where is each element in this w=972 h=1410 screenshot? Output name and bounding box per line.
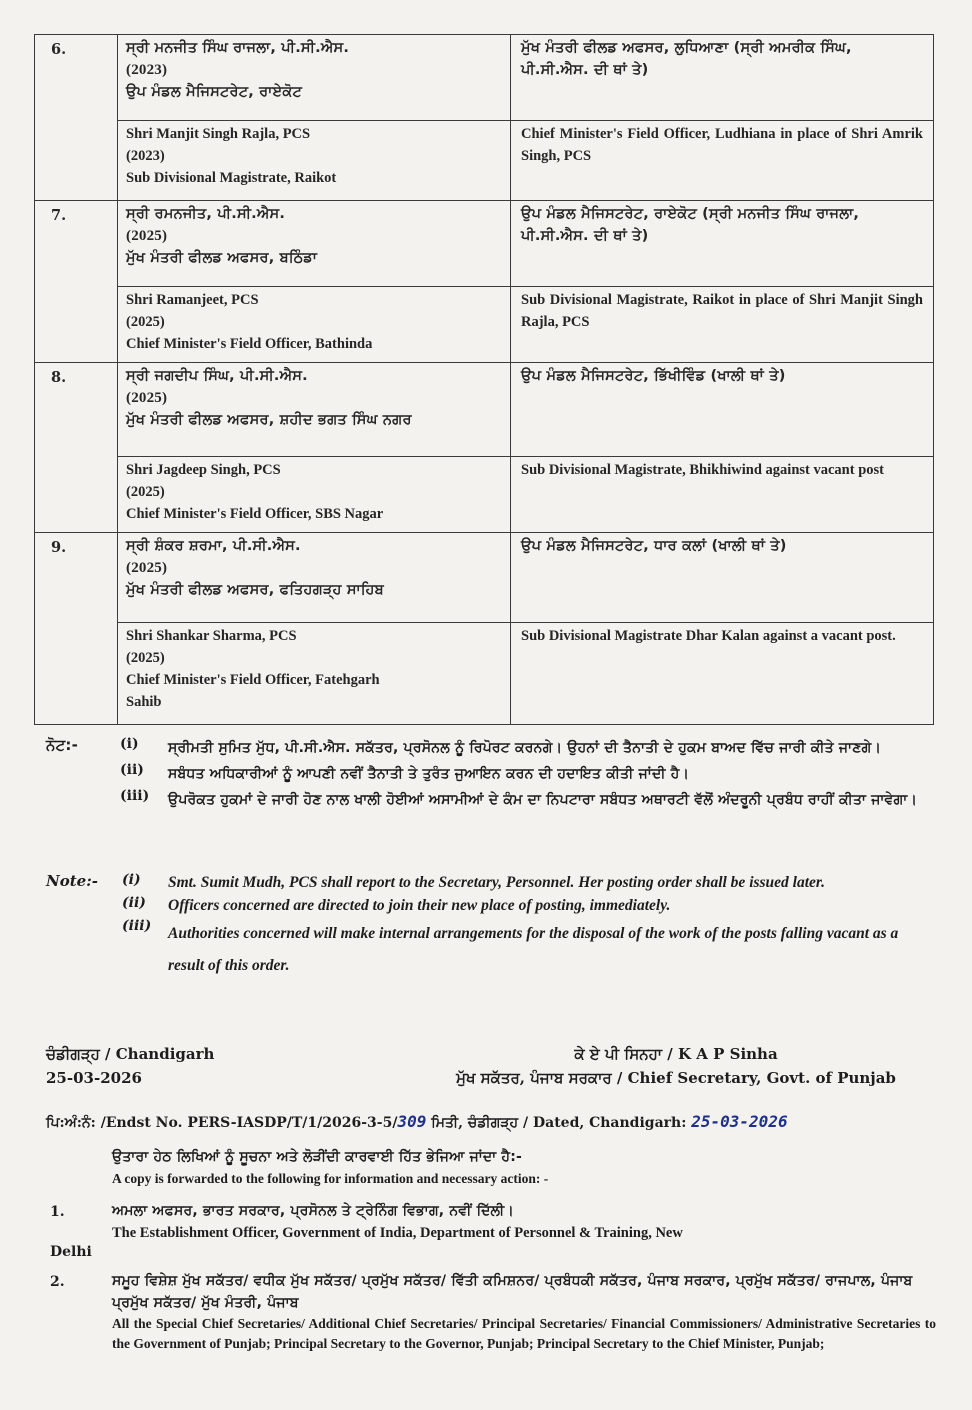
forwarding-english: A copy is forwarded to the following for information and necessary action: - — [112, 1171, 549, 1186]
note-text: Smt. Sumit Mudh, PCS shall report to the Secretary, Personnel. Her posting order shall be issued later. — [168, 874, 825, 891]
posting-english: Chief Minister's Field Officer, Ludhiana in place of Shri Amrik Singh, PCS — [511, 121, 934, 201]
list-item-punjabi: ਅਮਲਾ ਅਫਸਰ, ਭਾਰਤ ਸਰਕਾਰ, ਪ੍ਰਸੋਨਲ ਤੇ ਟ੍ਰੇਨਿੰਗ ਵਿਭਾਗ, ਨਵੀਂ ਦਿੱਲੀ। — [112, 1203, 515, 1219]
posting-english: Sub Divisional Magistrate Dhar Kalan against a vacant post. — [511, 623, 934, 725]
note-text: ਸਬੰਧਤ ਅਧਿਕਾਰੀਆਂ ਨੂੰ ਆਪਣੀ ਨਵੀਂ ਤੈਨਾਤੀ ਤੇ ਤੁਰੰਤ ਜੁਆਇਨ ਕਰਨ ਦੀ ਹਦਾਇਤ ਕੀਤੀ ਜਾਂਦੀ ਹੈ। — [168, 766, 690, 782]
notes-label: Note:- — [46, 872, 98, 890]
note-number: (ii) — [120, 762, 144, 778]
list-item-punjabi: ਸਮੂਹ ਵਿਸ਼ੇਸ਼ ਮੁੱਖ ਸਕੱਤਰ/ ਵਧੀਕ ਮੁੱਖ ਸਕੱਤਰ/ ਪ੍ਰਮੁੱਖ ਸਕੱਤਰ/ ਵਿੱਤੀ ਕਮਿਸ਼ਨਰ/ ਪ੍ਰਬੰਧਕੀ ਸਕੱਤਰ, ਪੰਜਾਬ ਸਰਕਾਰ, ਪ੍ਰਮੁੱਖ ਸਕੱਤਰ/ ਰਾਜਪਾਲ, ਪੰਜਾਬ ਪ੍ਰਮੁੱਖ ਸਕੱਤਰ/ ਮੁੱਖ ਮੰਤਰੀ, ਪੰਜਾਬ — [112, 1273, 913, 1311]
table-row — [35, 363, 934, 457]
forwarding-punjabi: ਉਤਾਰਾ ਹੇਠ ਲਿਖਿਆਂ ਨੂੰ ਸੂਚਨਾ ਅਤੇ ਲੋੜੀਂਦੀ ਕਾਰਵਾਈ ਹਿੱਤ ਭੇਜਿਆ ਜਾਂਦਾ ਹੈ:- — [112, 1149, 523, 1165]
note-number: (iii) — [122, 918, 152, 934]
table-row — [35, 457, 934, 533]
table-row — [35, 287, 934, 363]
copy-list — [46, 1200, 936, 1358]
posting-english: Sub Divisional Magistrate, Bhikhiwind against vacant post — [511, 457, 934, 533]
serial-number: 6. — [35, 35, 118, 201]
note-number: (i) — [122, 872, 141, 888]
posting-english: Sub Divisional Magistrate, Raikot in place of Shri Manjit Singh Rajla, PCS — [511, 287, 934, 363]
signatory-name: ਕੇ ਏ ਪੀ ਸਿਨਹਾ / K A P Sinha — [574, 1045, 778, 1063]
officer-name-english: Shri Shankar Sharma, PCS (2025) Chief Minister's Field Officer, Fatehgarh Sahib — [118, 623, 511, 725]
officer-name-english: Shri Jagdeep Singh, PCS (2025) Chief Minister's Field Officer, SBS Nagar — [118, 457, 511, 533]
table-row — [35, 533, 934, 623]
english-notes — [46, 872, 936, 984]
place-date — [46, 1042, 214, 1090]
serial-number: 7. — [35, 201, 118, 363]
note-number: (i) — [120, 736, 139, 752]
table-row — [35, 623, 934, 725]
note-text: ਸ੍ਰੀਮਤੀ ਸੁਮਿਤ ਮੁੱਧ, ਪੀ.ਸੀ.ਐਸ. ਸਕੱਤਰ, ਪ੍ਰਸੋਨਲ ਨੂੰ ਰਿਪੋਰਟ ਕਰਨਗੇ। ਉਹਨਾਂ ਦੀ ਤੈਨਾਤੀ ਦੇ ਹੁਕਮ ਬਾਅਦ ਵਿੱਚ ਜਾਰੀ ਕੀਤੇ ਜਾਣਗੇ। — [168, 740, 882, 756]
postings-table — [34, 34, 934, 725]
officer-name-punjabi: ਸ੍ਰੀ ਸ਼ੰਕਰ ਸ਼ਰਮਾ, ਪੀ.ਸੀ.ਐਸ. (2025) ਮੁੱਖ ਮੰਤਰੀ ਫੀਲਡ ਅਫਸਰ, ਫਤਿਹਗੜ੍ਹ ਸਾਹਿਬ — [118, 533, 511, 623]
endorsement-number-handwritten: 309 — [397, 1112, 427, 1131]
signatory-designation: ਮੁੱਖ ਸਕੱਤਰ, ਪੰਜਾਬ ਸਰਕਾਰ / Chief Secretary, Govt. of Punjab — [456, 1069, 896, 1087]
posting-punjabi: ਮੁੱਖ ਮੰਤਰੀ ਫੀਲਡ ਅਫਸਰ, ਲੁਧਿਆਣਾ (ਸ੍ਰੀ ਅਮਰੀਕ ਸਿੰਘ, ਪੀ.ਸੀ.ਐਸ. ਦੀ ਥਾਂ ਤੇ) — [511, 35, 934, 121]
table-row — [35, 201, 934, 287]
list-item — [46, 1200, 936, 1260]
list-item-number: 1. — [50, 1204, 65, 1220]
order-date: 25-03-2026 — [46, 1069, 142, 1087]
notes-label: ਨੋਟ:- — [46, 736, 79, 754]
officer-name-punjabi: ਸ੍ਰੀ ਮਨਜੀਤ ਸਿੰਘ ਰਾਜਲਾ, ਪੀ.ਸੀ.ਐਸ. (2023) ਉਪ ਮੰਡਲ ਮੈਜਿਸਟਰੇਟ, ਰਾਏਕੋਟ — [118, 35, 511, 121]
note-text: ਉਪਰੋਕਤ ਹੁਕਮਾਂ ਦੇ ਜਾਰੀ ਹੋਣ ਨਾਲ ਖਾਲੀ ਹੋਈਆਂ ਅਸਾਮੀਆਂ ਦੇ ਕੰਮ ਦਾ ਨਿਪਟਾਰਾ ਸਬੰਧਤ ਅਥਾਰਟੀ ਵੱਲੋਂ ਅੰਦਰੂਨੀ ਪ੍ਰਬੰਧ ਰਾਹੀਂ ਕੀਤਾ ਜਾਵੇਗਾ। — [168, 792, 918, 808]
officer-name-punjabi: ਸ੍ਰੀ ਜਗਦੀਪ ਸਿੰਘ, ਪੀ.ਸੀ.ਐਸ. (2025) ਮੁੱਖ ਮੰਤਰੀ ਫੀਲਡ ਅਫਸਰ, ਸ਼ਹੀਦ ਭਗਤ ਸਿੰਘ ਨਗਰ — [118, 363, 511, 457]
serial-number: 9. — [35, 533, 118, 725]
posting-punjabi: ਉਪ ਮੰਡਲ ਮੈਜਿਸਟਰੇਟ, ਧਾਰ ਕਲਾਂ (ਖਾਲੀ ਥਾਂ ਤੇ) — [511, 533, 934, 623]
list-item-number: 2. — [50, 1274, 65, 1290]
endorsement-prefix: ਪਿ:ਅੰ:ਨੰ: /Endst No. PERS-IASDP/T/1/2026-3-5/ — [46, 1115, 398, 1131]
posting-punjabi: ਉਪ ਮੰਡਲ ਮੈਜਿਸਟਰੇਟ, ਰਾਏਕੋਟ (ਸ੍ਰੀ ਮਨਜੀਤ ਸਿੰਘ ਰਾਜਲਾ, ਪੀ.ਸੀ.ਐਸ. ਦੀ ਥਾਂ ਤੇ) — [511, 201, 934, 287]
list-item-english-continued: Delhi — [50, 1244, 92, 1260]
note-text: Officers concerned are directed to join their new place of posting, immediately. — [168, 897, 671, 914]
punjabi-notes — [46, 736, 936, 814]
place: ਚੰਡੀਗੜ੍ਹ / Chandigarh — [46, 1045, 215, 1063]
table-row — [35, 35, 934, 121]
signatory — [426, 1042, 926, 1090]
note-number: (iii) — [120, 788, 150, 804]
note-item — [46, 736, 936, 760]
officer-name-punjabi: ਸ੍ਰੀ ਰਮਨਜੀਤ, ਪੀ.ਸੀ.ਐਸ. (2025) ਮੁੱਖ ਮੰਤਰੀ ਫੀਲਡ ਅਫਸਰ, ਬਠਿੰਡਾ — [118, 201, 511, 287]
table-row — [35, 121, 934, 201]
officer-name-english: Shri Manjit Singh Rajla, PCS (2023) Sub Divisional Magistrate, Raikot — [118, 121, 511, 201]
note-item — [46, 872, 936, 893]
note-text: Authorities concerned will make internal arrangements for the disposal of the work of the posts falling vacant as a result of this order. — [168, 925, 899, 974]
list-item-english: The Establishment Officer, Government of India, Department of Personnel & Training, New — [112, 1225, 683, 1241]
endorsement-line — [46, 1112, 936, 1131]
posting-punjabi: ਉਪ ਮੰਡਲ ਮੈਜਿਸਟਰੇਟ, ਭਿੱਖੀਵਿੰਡ (ਖਾਲੀ ਥਾਂ ਤੇ) — [511, 363, 934, 457]
endorsement-date-handwritten: 25-03-2026 — [691, 1112, 788, 1131]
list-item — [46, 1270, 936, 1354]
note-item — [46, 918, 936, 982]
serial-number: 8. — [35, 363, 118, 533]
note-item — [46, 762, 936, 786]
note-item — [46, 895, 936, 916]
forwarding-text — [112, 1146, 942, 1190]
note-number: (ii) — [122, 895, 146, 911]
list-item-english: All the Special Chief Secretaries/ Additional Chief Secretaries/ Principal Secretaries/ Financial Commissioners/ Administrative Secretaries to the Government of Punjab; Principal Secretary to the Governor, Punjab; Principal Secretary to the Chief Minister, Punjab; — [112, 1316, 936, 1351]
endorsement-dated: ਮਿਤੀ, ਚੰਡੀਗੜ੍ਹ / Dated, Chandigarh: — [426, 1115, 692, 1131]
officer-name-english: Shri Ramanjeet, PCS (2025) Chief Minister's Field Officer, Bathinda — [118, 287, 511, 363]
note-item — [46, 788, 936, 812]
